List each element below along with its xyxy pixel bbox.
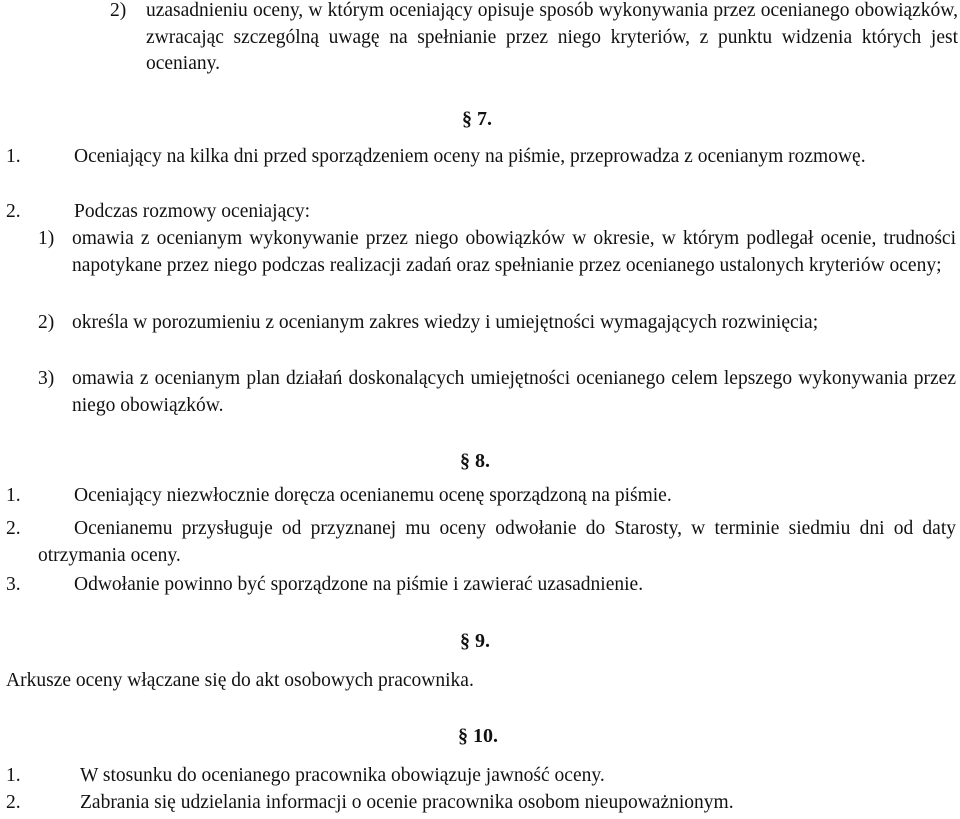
point-number: 2. (6, 518, 21, 539)
subitem-text: omawia z ocenianym wykonywanie przez niego obowiązków w okresie, w którym podlegał ocenie, trudności napotykane przez niego podczas realizacji zadań oraz spełnianie przez ocenianego ustalonych kryteriów oceny; (72, 228, 956, 276)
point-text: Oceniający niezwłocznie doręcza ocenianemu ocenę sporządzoną na piśmie. (74, 485, 672, 506)
section-heading: § 7. (462, 108, 492, 130)
list-number: 2) (110, 0, 127, 21)
section-7-sub-3 (38, 366, 956, 419)
section-8-point-1 (6, 483, 956, 510)
section-10-point-1 (6, 763, 956, 790)
section-7-sub-2 (38, 310, 956, 337)
section-9-text: Arkusze oceny włączane się do akt osobowych pracownika. (6, 670, 474, 691)
point-number: 3. (6, 574, 21, 595)
point-number: 1. (6, 765, 21, 786)
section-7-point-1 (6, 144, 956, 171)
subitem-text: omawia z ocenianym plan działań doskonalących umiejętności ocenianego celem lepszego wykonywania przez niego obowiązków. (72, 368, 956, 416)
section-8-point-2 (6, 516, 956, 569)
section-heading: § 10. (458, 725, 498, 747)
prev-list-item-2 (110, 0, 958, 78)
list-item-text: uzasadnieniu oceny, w którym oceniający opisuje sposób wykonywania przez ocenianego obowiązków, zwracając szczególną uwagę na spełnianie przez niego kryteriów, z punktu widzenia których jest oceniany. (146, 0, 958, 74)
point-text: Zabrania się udzielania informacji o ocenie pracownika osobom nieupoważnionym. (80, 792, 734, 813)
section-7-sub-1 (38, 226, 956, 279)
section-10-point-2 (6, 790, 956, 817)
subitem-number: 3) (38, 368, 55, 389)
point-number: 1. (6, 146, 21, 167)
point-number: 1. (6, 485, 21, 506)
point-number: 2. (6, 201, 21, 222)
section-7-point-2 (6, 199, 956, 226)
section-8-point-3 (6, 572, 956, 599)
point-text: Podczas rozmowy oceniający: (74, 201, 311, 222)
point-text: Ocenianemu przysługuje od przyznanej mu oceny odwołanie do Starosty, w terminie siedmiu dni od daty otrzymania oceny. (38, 518, 956, 566)
point-text: Odwołanie powinno być sporządzone na piśmie i zawierać uzasadnienie. (74, 574, 644, 595)
section-heading: § 8. (460, 450, 490, 472)
subitem-number: 2) (38, 312, 55, 333)
point-text: Oceniający na kilka dni przed sporządzeniem oceny na piśmie, przeprowadza z ocenianym rozmowę. (74, 146, 866, 167)
point-number: 2. (6, 792, 21, 813)
subitem-text: określa w porozumieniu z ocenianym zakres wiedzy i umiejętności wymagających rozwinięcia; (72, 312, 819, 333)
subitem-number: 1) (38, 228, 55, 249)
point-text: W stosunku do ocenianego pracownika obowiązuje jawność oceny. (80, 765, 605, 786)
section-heading: § 9. (460, 630, 490, 652)
